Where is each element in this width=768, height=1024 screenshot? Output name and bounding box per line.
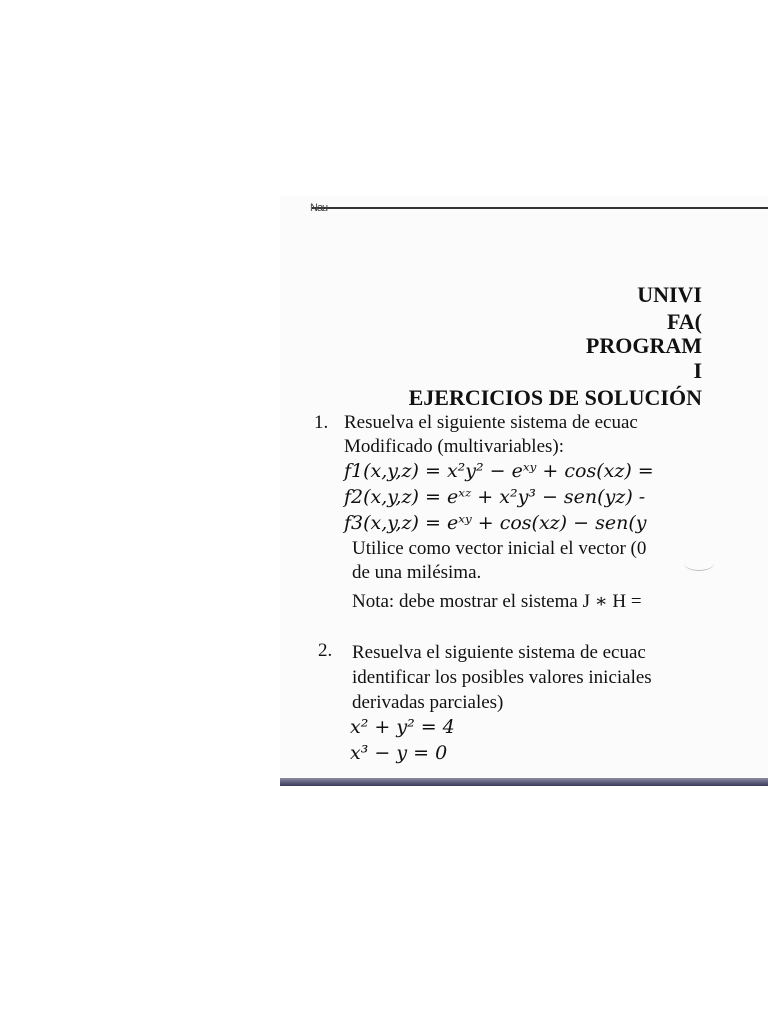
equation-f3: f3(x,y,z) = eˣʸ + cos(xz) − sen(y bbox=[344, 512, 647, 534]
equation-f1: f1(x,y,z) = x²y² − eˣʸ + cos(xz) = bbox=[344, 460, 654, 482]
equation-cubic: x³ − y = 0 bbox=[350, 742, 448, 764]
exercise-1-vector-2: de una milésima. bbox=[352, 562, 482, 583]
header-course: I bbox=[693, 358, 702, 383]
exercise-2-intro: Resuelva el siguiente sistema de ecuac bbox=[352, 642, 646, 663]
equation-circle: x² + y² = 4 bbox=[350, 716, 455, 738]
exercise-1-intro: Resuelva el siguiente sistema de ecuac bbox=[344, 412, 638, 433]
document-photo bbox=[280, 196, 768, 786]
paper-crease bbox=[684, 556, 714, 571]
exercise-2-intro-3: derivadas parciales) bbox=[352, 692, 504, 713]
exercise-2-intro-2: identificar los posibles valores iniciales bbox=[352, 667, 652, 688]
exercise-1-intro-2: Modificado (multivariables): bbox=[344, 436, 565, 457]
header-faculty: FA( bbox=[666, 309, 702, 334]
body-text bbox=[280, 196, 701, 786]
header-exercises-title: EJERCICIOS DE SOLUCIÓN bbox=[408, 385, 702, 410]
bottom-edge-shadow bbox=[280, 778, 768, 786]
exercise-2-number: 2. bbox=[318, 640, 333, 661]
top-scrap-text: Nau bbox=[310, 202, 328, 214]
header-university: UNIVI bbox=[637, 282, 702, 307]
exercise-1-vector: Utilice como vector inicial el vector (0 bbox=[352, 538, 647, 559]
header-program: PROGRAM bbox=[585, 333, 702, 358]
exercise-1-number: 1. bbox=[314, 412, 329, 433]
exercise-1-note: Nota: debe mostrar el sistema J ∗ H = bbox=[352, 591, 642, 612]
equation-f2: f2(x,y,z) = eˣᶻ + x²y³ − sen(yz) - bbox=[344, 486, 646, 508]
